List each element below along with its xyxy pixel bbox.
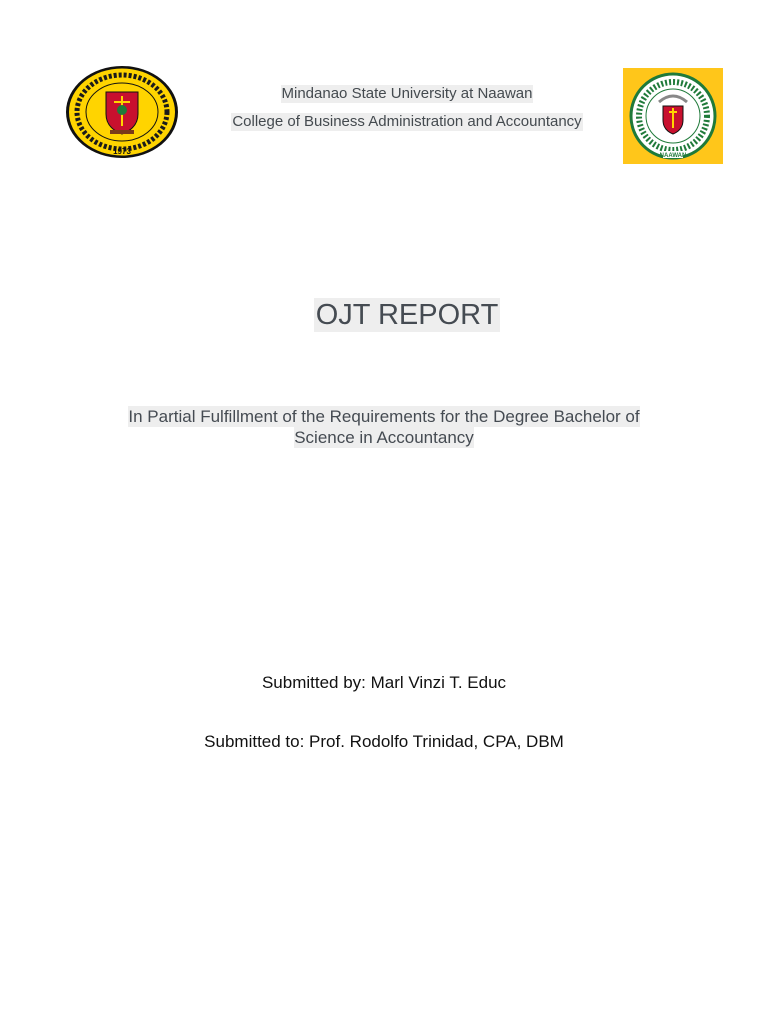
report-title-text: OJT REPORT <box>315 299 499 331</box>
msu-naawan-seal-logo <box>64 64 180 160</box>
report-title <box>0 298 768 332</box>
report-subtitle <box>100 406 668 448</box>
seal-year-text: 1973 <box>113 147 131 156</box>
submitted-by: Submitted by: Marl Vinzi T. Educ <box>261 673 507 692</box>
university-name: Mindanao State University at Naawan <box>281 85 533 102</box>
seal-bottom-text: NAAWAN <box>659 153 687 159</box>
document-header <box>200 85 614 141</box>
subtitle-line-2: Science in Accountancy <box>294 428 474 447</box>
college-name: College of Business Administration and Accountancy <box>232 113 582 130</box>
subtitle-line-1: In Partial Fulfillment of the Requirements for the Degree Bachelor of <box>128 407 640 426</box>
cbaa-seal-logo <box>623 68 723 164</box>
submitted-to: Submitted to: Prof. Rodolfo Trinidad, CPA, DBM <box>204 732 564 751</box>
